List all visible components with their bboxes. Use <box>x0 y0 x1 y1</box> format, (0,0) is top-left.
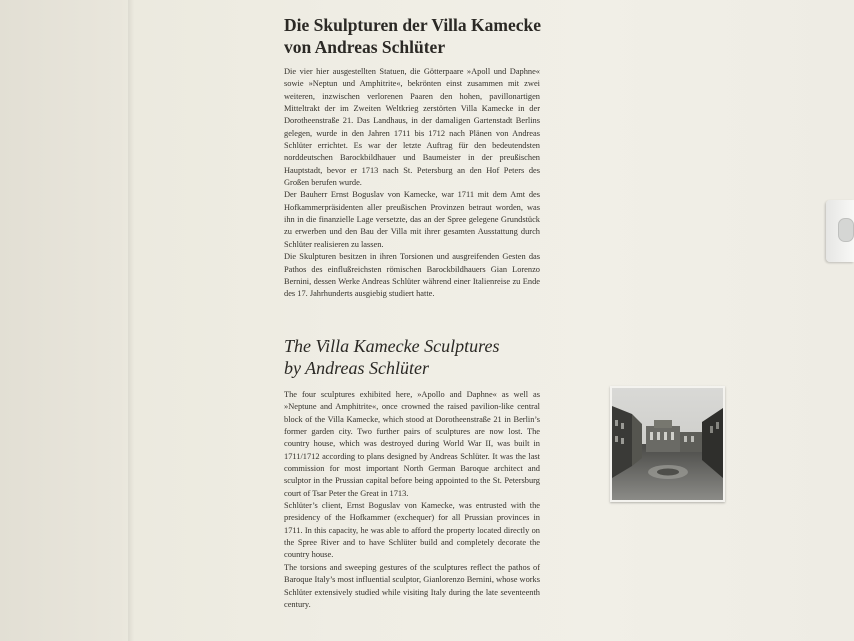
german-title <box>284 14 574 58</box>
villa-photograph-image <box>610 386 725 502</box>
english-title-line-1: The Villa Kamecke Sculptures <box>284 336 500 356</box>
german-paragraph-3: Die Skulpturen besitzen in ihren Torsionen und ausgreifenden Gesten das Pathos des einflußreichsten römischen Barockbildhauers Gian Lorenzo Bernini, dessen Werke Andreas Schlüter während einer Italienreise zu Ende des 17. Jahrhunderts ausgiebig studiert hatte. <box>284 252 540 299</box>
german-body <box>284 66 540 301</box>
sensor-lens-icon <box>838 218 854 242</box>
wall-seam <box>128 0 134 641</box>
english-title <box>284 335 574 379</box>
english-paragraph-2: Schlüter’s client, Ernst Boguslav von Kamecke, was entrusted with the presidency of the Hofkammer (exchequer) for all Prussian provinces in 1711. In this capacity, he was able to afford the property located directly on the Spree River and to have Schlüter build and completely decorate the country house. <box>284 501 540 560</box>
english-paragraph-3: The torsions and sweeping gestures of the sculptures reflect the pathos of Baroque Italy’s most influential sculptor, Gianlorenzo Bernini, whose works Schlüter extensively studied while visiting Italy during the late seventeenth century. <box>284 562 540 609</box>
english-paragraph-1: The four sculptures exhibited here, »Apollo and Daphne« as well as »Neptune and Amphitrite«, once crowned the raised pavilion-like central block of the Villa Kamecke, which stood at Dorotheenstraße 21 in Berlin’s former garden city. Two further pairs of sculptures are now lost. The country house, which was destroyed during World War II, was built in 1711/1712 according to plans designed by Andreas Schlüter. It was the last commission for most important North German Baroque architect and sculptor in the Prussian capital before being appointed to the St. Petersburg court of Tsar Peter the Great in 1713. <box>284 390 540 498</box>
german-paragraph-1: Die vier hier ausgestellten Statuen, die Götterpaare »Apoll und Daphne« sowie »Neptun und Amphitrite«, bekrönten einst zusammen mit zwei weiteren, inzwischen verlorenen Paaren den hohen, pavillonartigen Mitteltrakt der im Zweiten Weltkrieg zerstörten Villa Kamecke in der Dorotheenstraße 21. Das Landhaus, in der damaligen Gartenstadt Berlins gelegen, wurde in den Jahren 1711 bis 1712 nach Plänen von Andreas Schlüter errichtet. Es war der letzte Auftrag für den bedeutendsten norddeutschen Barockbildhauer und Baumeister in der preußischen Hauptstadt, bevor er 1713 nach St. Petersburg an den Hof Peters des Großen berufen wurde. <box>284 67 540 188</box>
german-title-line-2: von Andreas Schlüter <box>284 37 446 57</box>
villa-photograph <box>610 386 725 502</box>
english-title-line-2: by Andreas Schlüter <box>284 358 429 378</box>
wall-sensor <box>826 200 854 262</box>
german-paragraph-2: Der Bauherr Ernst Boguslav von Kamecke, war 1711 mit dem Amt des Hofkammerpräsidenten aller preußischen Provinzen betraut worden, was ihn in die finanzielle Lage versetzte, das an der Spree gelegene Grundstück zu erwerben und den Bau der Villa mit ihrer gesamten Ausstattung durch Schlüter realisieren zu lassen. <box>284 190 540 249</box>
english-body <box>284 389 540 611</box>
german-title-line-1: Die Skulpturen der Villa Kamecke <box>284 15 542 35</box>
